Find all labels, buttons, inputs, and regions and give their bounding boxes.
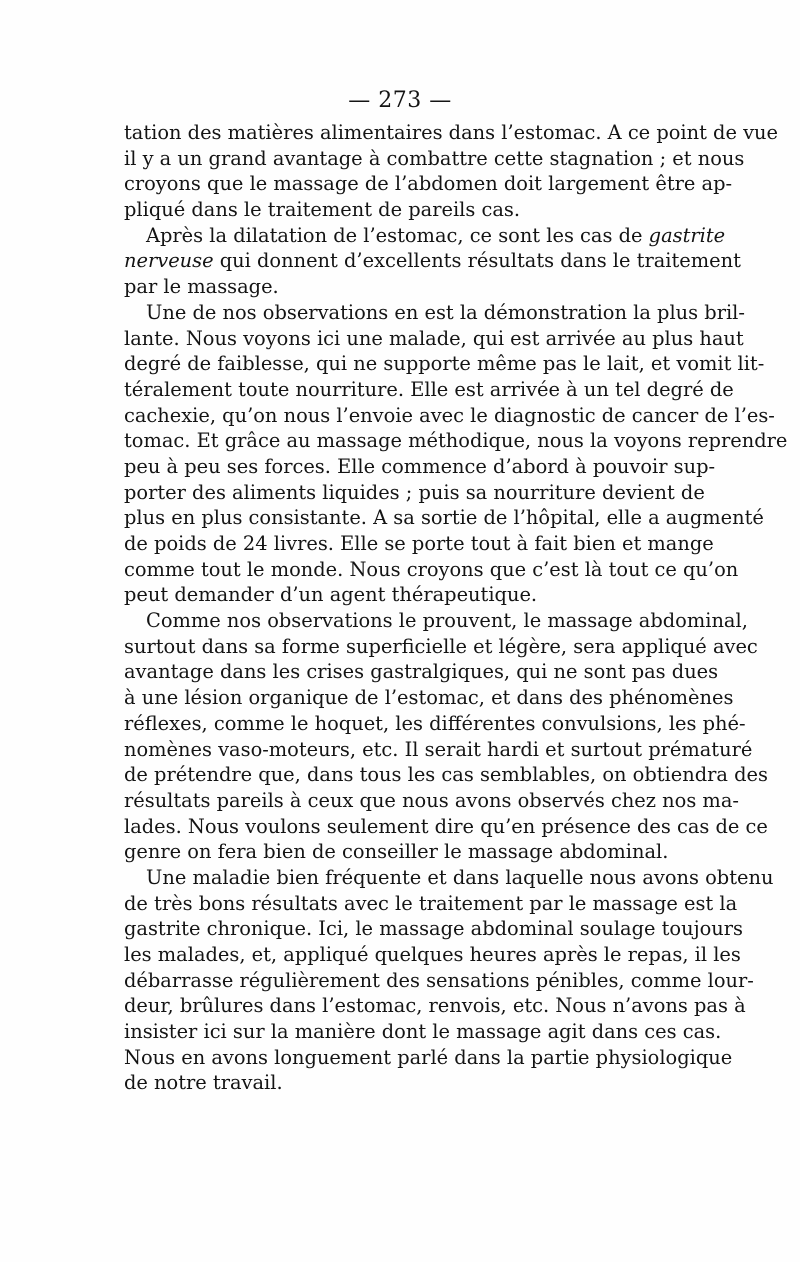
text-line: genre on fera bien de conseiller le massage abdominal. [124, 840, 669, 864]
body-text [124, 120, 788, 1096]
text-line: lades. Nous voulons seulement dire qu’en présence des cas de ce [124, 814, 768, 838]
text-line: cachexie, qu’on nous l’envoie avec le diagnostic de cancer de l’es- [124, 403, 775, 427]
text-line: les malades, et, appliqué quelques heures après le repas, il les [124, 943, 741, 966]
text-line: il y a un grand avantage à combattre cette stagnation ; et nous [124, 146, 745, 170]
text-line: degré de faiblesse, qui ne supporte même pas le lait, et vomit lit- [124, 352, 765, 376]
text-line: comme tout le monde. Nous croyons que c’est là tout ce qu’on [124, 557, 739, 581]
text-line [124, 248, 741, 274]
text-line: à une lésion organique de l’estomac, et dans des phénomènes [124, 686, 734, 710]
text-line: de prétendre que, dans tous les cas semblables, on obtiendra des [124, 763, 768, 787]
text-line: plus en plus consistante. A sa sortie de l’hôpital, elle a augmenté [124, 506, 764, 530]
text-line: résultats pareils à ceux que nous avons observés chez nos ma- [124, 788, 739, 812]
text-line: porter des aliments liquides ; puis sa nourriture devient de [124, 480, 705, 504]
text-line: deur, brûlures dans l’estomac, renvois, etc. Nous n’avons pas à [124, 994, 746, 1018]
text-line: de très bons résultats avec le traitement par le massage est la [124, 891, 738, 915]
text-line: lante. Nous voyons ici une malade, qui est arrivée au plus haut [124, 326, 744, 350]
text-line: insister ici sur la manière dont le massage agit dans ces cas. [124, 1020, 722, 1044]
italic-term: gastrite [648, 223, 726, 247]
text-line: de poids de 24 livres. Elle se porte tout à fait bien et mange [124, 532, 714, 555]
text-line: réflexes, comme le hoquet, les différentes convulsions, les phé- [124, 711, 746, 735]
text-line: peut demander d’un agent thérapeutique. [124, 583, 538, 607]
text-line: débarrasse régulièrement des sensations pénibles, comme lour- [124, 968, 754, 992]
text-line: Une de nos observations en est la démonstration la plus bril- [146, 300, 745, 324]
text-line: de notre travail. [124, 1071, 283, 1095]
text-line: gastrite chronique. Ici, le massage abdominal soulage toujours [124, 917, 743, 941]
text-line: tomac. Et grâce au massage méthodique, nous la voyons reprendre [124, 429, 788, 453]
text-line: peu à peu ses forces. Elle commence d’abord à pouvoir sup- [124, 454, 716, 478]
text-segment: qui donnent d’excellents résultats dans le traitement [213, 249, 741, 273]
text-segment: Après la dilatation de l’estomac, ce sont les cas de [146, 223, 649, 247]
text-line: Nous en avons longuement parlé dans la partie physiologique [124, 1045, 733, 1069]
text-line: tation des matières alimentaires dans l’estomac. A ce point de vue [124, 121, 779, 144]
page-number: — 273 — [348, 88, 452, 113]
text-line: avantage dans les crises gastralgiques, qui ne sont pas dues [124, 660, 719, 684]
text-line: surtout dans sa forme superficielle et légère, sera appliqué avec [124, 634, 758, 658]
text-line: téralement toute nourriture. Elle est arrivée à un tel degré de [124, 377, 734, 401]
text-line [124, 223, 726, 249]
text-line: croyons que le massage de l’abdomen doit largement être ap- [124, 172, 733, 196]
text-line: par le massage. [124, 275, 279, 299]
text-line: Comme nos observations le prouvent, le massage abdominal, [146, 609, 748, 633]
text-line: pliqué dans le traitement de pareils cas. [124, 198, 520, 222]
text-line: nomènes vaso-moteurs, etc. Il serait hardi et surtout prématuré [124, 737, 753, 761]
text-line: Une maladie bien fréquente et dans laquelle nous avons obtenu [146, 865, 774, 889]
italic-term: nerveuse [124, 249, 214, 273]
